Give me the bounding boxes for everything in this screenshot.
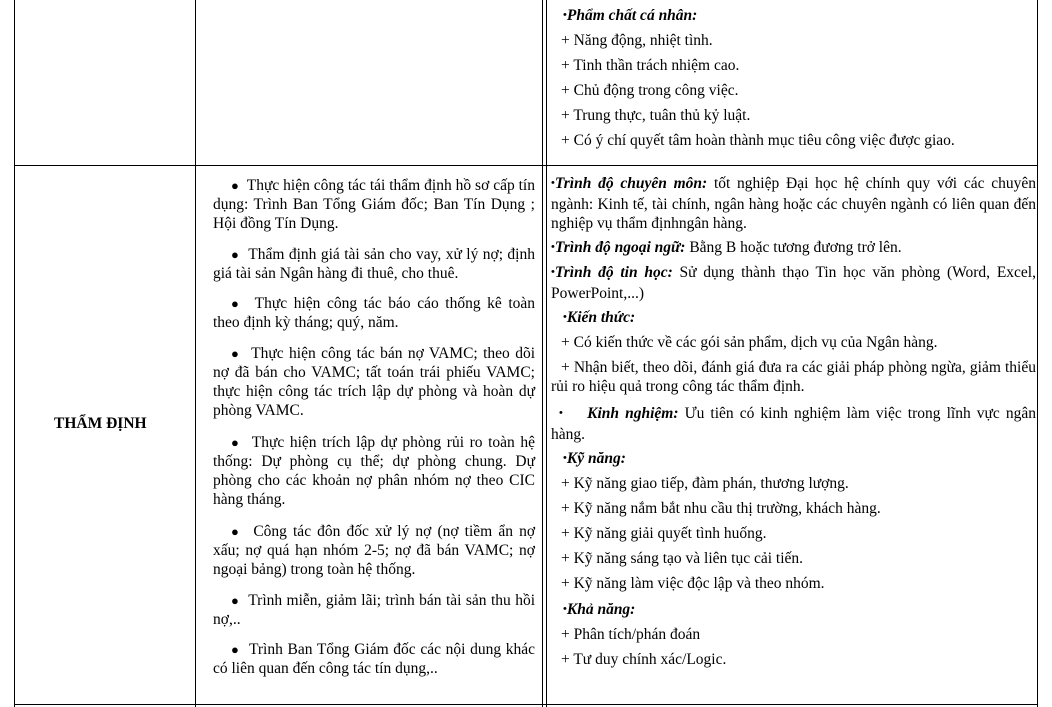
table-column-divider-2a	[542, 0, 543, 707]
table-border-left	[14, 0, 15, 707]
knowledge-heading: •Kiến thức:	[563, 309, 636, 326]
bullet-icon: •	[551, 177, 555, 189]
bullet-icon: ●	[231, 178, 239, 193]
personal-quality-item: + Có ý chí quyết tâm hoàn thành mục tiêu công việc được giao.	[561, 132, 955, 149]
task-item: ● Thực hiện trích lập dự phòng rủi ro toàn hệ thống: Dự phòng cụ thể; dự phòng chung. Dự phòng cho các khoản nợ phân nhóm nợ theo CIC hàng tháng.	[213, 434, 536, 508]
bullet-icon: ●	[231, 642, 240, 657]
task-item: ● Thẩm định giá tài sản cho vay, xử lý nợ; định giá tài sản Ngân hàng đi thuê, cho thuê.	[213, 246, 535, 282]
bullet-icon: •	[551, 266, 555, 278]
ability-heading: •Khả năng:	[563, 601, 636, 618]
ability-item: + Phân tích/phán đoán	[561, 626, 701, 643]
bullet-icon: ●	[231, 435, 241, 450]
task-item: ● Trình miễn, giảm lãi; trình bán tài sản thu hồi nợ,..	[213, 592, 535, 628]
bullet-icon: •	[551, 241, 555, 253]
bullet-icon: •	[559, 407, 563, 419]
personal-quality-item: + Chủ động trong công việc.	[561, 82, 739, 99]
bullet-icon: ●	[231, 346, 241, 361]
task-item: ● Thực hiện công tác tái thẩm định hồ sơ cấp tín dụng: Trình Ban Tổng Giám đốc; Ban Tín Dụng ; Hội đồng Tín Dụng.	[213, 177, 535, 232]
skill-item: + Kỹ năng nắm bắt nhu cầu thị trường, khách hàng.	[561, 500, 881, 517]
bullet-icon: ●	[231, 296, 242, 311]
task-item: ● Công tác đôn đốc xử lý nợ (nợ tiềm ẩn nợ xấu; nợ quá hạn nhóm 2-5; nợ đã bán VAMC; nợ ngoại bảng) trong toàn hệ thống.	[213, 523, 536, 578]
task-item: ● Thực hiện công tác báo cáo thống kê toàn theo định kỳ tháng; quý, năm.	[213, 295, 536, 331]
skill-item: + Kỹ năng giải quyết tình huống.	[561, 525, 767, 542]
table-column-divider-1	[195, 0, 196, 707]
bullet-icon: •	[563, 311, 567, 323]
experience-requirement: • Kinh nghiệm: Ưu tiên có kinh nghiệm làm việc trong lĩnh vực ngân hàng.	[551, 405, 1037, 443]
skill-item: + Kỹ năng giao tiếp, đàm phán, thương lượng.	[561, 475, 849, 492]
bullet-icon: ●	[231, 247, 240, 262]
personal-qualities-heading: Phẩm chất cá nhân:	[566, 7, 698, 24]
table-border-right	[1037, 0, 1038, 707]
education-requirement: •Trình độ chuyên môn: tốt nghiệp Đại học hệ chính quy với các chuyên ngành: Kinh tế, tài chính, ngân hàng hoặc các chuyên ngành có liên quan đến nghiệp vụ thẩm địnhngân hàng.	[551, 175, 1036, 232]
bullet-icon: •	[563, 452, 567, 464]
task-item: ● Thực hiện công tác bán nợ VAMC; theo dõi nợ đã bán cho VAMC; tất toán trái phiếu VAMC; thực hiện công tác trích lập dự phòng và hoàn dự phòng VAMC.	[213, 345, 536, 419]
skill-item: + Kỹ năng làm việc độc lập và theo nhóm.	[561, 575, 825, 592]
bullet-icon: ●	[231, 524, 242, 539]
table-row-divider	[14, 165, 1038, 166]
bullet-icon: ●	[231, 593, 240, 608]
bullet-icon: •	[563, 603, 567, 615]
it-requirement: •Trình độ tin học: Sử dụng thành thạo Tin học văn phòng (Word, Excel, PowerPoint,...)	[551, 264, 1036, 302]
ability-item: + Tư duy chính xác/Logic.	[561, 651, 727, 668]
knowledge-item: + Nhận biết, theo dõi, đánh giá đưa ra các giải pháp phòng ngừa, giảm thiểu rủi ro hiệu quả trong công tác thẩm định.	[551, 359, 1036, 395]
knowledge-item: + Có kiến thức về các gói sản phẩm, dịch vụ của Ngân hàng.	[561, 334, 938, 351]
skills-heading: •Kỹ năng:	[563, 450, 626, 467]
table-column-divider-2b	[546, 0, 547, 707]
personal-quality-item: + Trung thực, tuân thủ kỷ luật.	[561, 107, 751, 124]
personal-quality-item: + Tinh thần trách nhiệm cao.	[561, 57, 740, 74]
skill-item: + Kỹ năng sáng tạo và liên tục cải tiến.	[561, 550, 804, 567]
bullet-icon: •	[563, 9, 567, 21]
task-item: ● Trình Ban Tổng Giám đốc các nội dung khác có liên quan đến công tác tín dụng,..	[213, 641, 535, 677]
personal-quality-item: + Năng động, nhiệt tình.	[561, 32, 713, 49]
table-border-bottom	[14, 704, 1038, 705]
category-label: THẨM ĐỊNH	[54, 415, 147, 432]
language-requirement: •Trình độ ngoại ngữ: Bằng B hoặc tương đương trở lên.	[551, 239, 902, 256]
